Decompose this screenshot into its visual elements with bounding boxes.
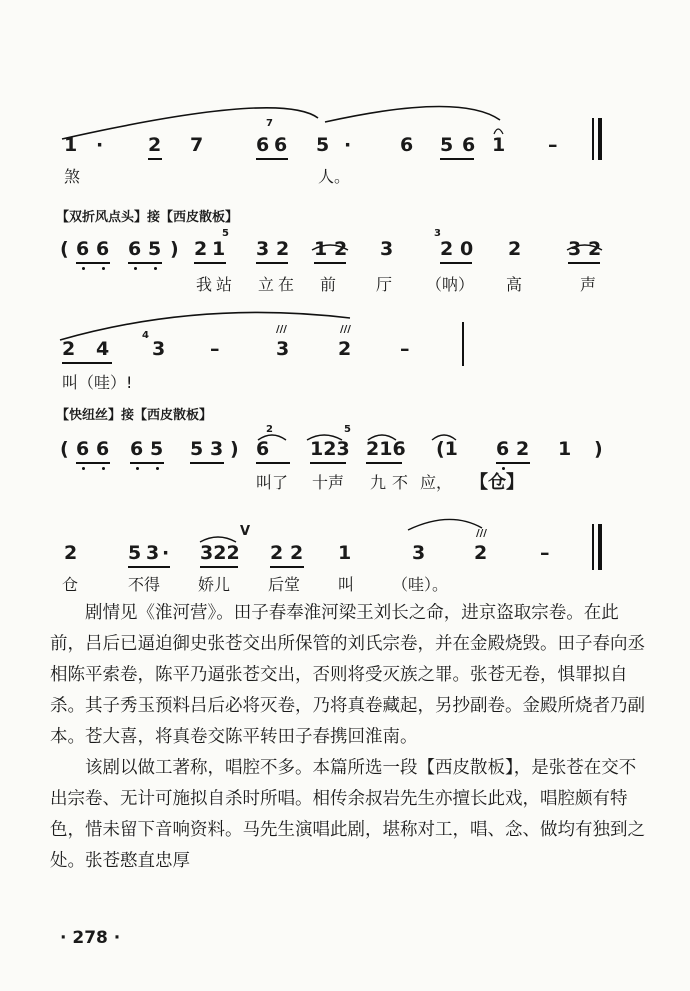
- note: 4: [96, 338, 110, 360]
- note-dash: –: [548, 134, 558, 156]
- note: ): [170, 238, 179, 260]
- underline: [76, 262, 110, 264]
- note: 2: [290, 542, 304, 564]
- breath-mark: V: [240, 524, 251, 539]
- end-bar: [598, 524, 602, 570]
- note: 2: [508, 238, 522, 260]
- lyric: 人。: [318, 167, 351, 186]
- note: 2: [276, 238, 290, 260]
- low-dot: [102, 267, 105, 270]
- underline: [62, 362, 112, 364]
- note: 3: [380, 238, 394, 260]
- underline: [270, 566, 304, 568]
- note: 3: [152, 338, 166, 360]
- low-dot: [82, 267, 85, 270]
- lyric: 前: [320, 275, 337, 294]
- underline: [440, 262, 472, 264]
- paragraph: 该剧以做工著称，唱腔不多。本篇所选一段【西皮散板】，是张苍在交不出宗卷、无计可施拟自杀时所唱。相传余叔岩先生亦擅长此戏，唱腔颇有特色，惜未留下音响资料。马先生演唱此剧，堪称对工，唱、念、做均有独到之处。张苍憨直忠厚: [50, 758, 645, 871]
- note: 3: [210, 438, 224, 460]
- note: 216: [366, 438, 406, 460]
- note: 6: [256, 438, 270, 460]
- note-dash: –: [540, 542, 550, 564]
- lyric: 仓: [62, 575, 79, 594]
- note: 1: [558, 438, 572, 460]
- lyric: （呐）: [426, 275, 475, 294]
- note: 2: [334, 238, 348, 260]
- note: 3: [568, 238, 582, 260]
- lyric: 叫（哇）!: [62, 373, 133, 392]
- note-dot: ·: [96, 134, 104, 156]
- underline: [194, 262, 226, 264]
- page-number: · 278 ·: [60, 928, 121, 948]
- lyric: 不: [392, 473, 409, 492]
- lyric: 在: [278, 275, 295, 294]
- note: 123: [310, 438, 350, 460]
- underline: [200, 566, 238, 568]
- note: 6: [96, 238, 110, 260]
- underline: [256, 262, 288, 264]
- note: 2: [194, 238, 208, 260]
- note: 1: [338, 542, 352, 564]
- underline: [310, 462, 346, 464]
- grace-note: 7: [266, 118, 273, 129]
- note: 6: [400, 134, 414, 156]
- lyric: 后堂: [268, 575, 301, 594]
- low-dot: [156, 467, 159, 470]
- grace-note: 4: [142, 330, 149, 341]
- underline: [148, 158, 162, 160]
- tremolo-mark: ///: [276, 324, 287, 335]
- note: 5: [190, 438, 204, 460]
- lyric-gong: 【仓】: [470, 472, 524, 493]
- underline: [440, 158, 474, 160]
- note: (1: [436, 438, 458, 460]
- lyric: （哇）。: [392, 575, 449, 594]
- bar-line: [592, 524, 594, 570]
- paragraph: 剧情见《淮河营》。田子春奉淮河梁王刘长之命，进京盗取宗卷。在此前，吕后已逼迫御史张苍交出所保管的刘氏宗卷，并在金殿烧毁。田子春向丞相陈平索卷，陈平乃逼张苍交出，否则将受灭族之罪。张苍无卷，惧罪拟自杀。其子秀玉预料吕后必将灭卷，乃将真卷藏起，另抄副卷。金殿所烧者乃副本。苍大喜，将真卷交陈平转田子春携回淮南。: [50, 603, 645, 747]
- note: (: [60, 438, 69, 460]
- note-dot: ·: [162, 542, 170, 564]
- note: 2: [474, 542, 488, 564]
- low-dot: [102, 467, 105, 470]
- commentary-text: [50, 598, 650, 877]
- underline: [190, 462, 224, 464]
- note: 6: [76, 238, 90, 260]
- low-dot: [136, 467, 139, 470]
- lyric: 叫了: [256, 473, 289, 492]
- tremolo-mark: ///: [340, 324, 351, 335]
- underline: [366, 462, 402, 464]
- note: 2: [62, 338, 76, 360]
- lyric: 立: [258, 275, 275, 294]
- lyric: 站: [216, 275, 233, 294]
- note: 3: [146, 542, 160, 564]
- underline: [496, 462, 530, 464]
- note: 1: [212, 238, 226, 260]
- note-dash: –: [210, 338, 220, 360]
- note: 3: [256, 238, 270, 260]
- lyric: 高: [506, 275, 523, 294]
- note: 5: [128, 542, 142, 564]
- grace-note: 2: [266, 424, 273, 435]
- note: 1: [492, 134, 506, 156]
- note: 6: [128, 238, 142, 260]
- lyric: 娇儿: [198, 575, 231, 594]
- note-dot: ·: [344, 134, 352, 156]
- lyric: 应，: [420, 473, 453, 492]
- low-dot: [82, 467, 85, 470]
- lyric: 叫: [338, 575, 355, 594]
- grace-note: 5: [222, 228, 229, 239]
- note: 2: [148, 134, 162, 156]
- tremolo-mark: ///: [476, 528, 487, 539]
- lyric: 我: [196, 275, 213, 294]
- underline: [568, 262, 600, 264]
- section-label: 【双折风点头】接【西皮散板】: [56, 210, 239, 225]
- note: 5: [148, 238, 162, 260]
- note: 3: [412, 542, 426, 564]
- note: ): [594, 438, 603, 460]
- low-dot: [134, 267, 137, 270]
- underline: [128, 566, 170, 568]
- underline: [314, 262, 346, 264]
- note: 5: [316, 134, 330, 156]
- lyric: 十声: [312, 473, 345, 492]
- bar-line: [462, 322, 464, 366]
- note: 1: [64, 134, 78, 156]
- note: 6: [130, 438, 144, 460]
- note: 1: [314, 238, 328, 260]
- note: 2: [516, 438, 530, 460]
- note: 6: [96, 438, 110, 460]
- lyric: 不得: [128, 575, 161, 594]
- note: 6: [274, 134, 288, 156]
- lyric: 九: [370, 473, 387, 492]
- note: 6: [496, 438, 510, 460]
- underline: [256, 462, 290, 464]
- note: 7: [190, 134, 204, 156]
- low-dot: [154, 267, 157, 270]
- note: 322: [200, 542, 240, 564]
- note: 2: [440, 238, 454, 260]
- underline: [130, 462, 164, 464]
- note: 6: [256, 134, 270, 156]
- grace-note: 5: [344, 424, 351, 435]
- note: 6: [76, 438, 90, 460]
- section-label: 【快纽丝】接【西皮散板】: [56, 408, 213, 423]
- underline: [128, 262, 162, 264]
- note: 6: [462, 134, 476, 156]
- note: 3: [276, 338, 290, 360]
- note: (: [60, 238, 69, 260]
- note: 2: [588, 238, 602, 260]
- note: 2: [338, 338, 352, 360]
- end-bar: [598, 118, 602, 160]
- lyric: 厅: [376, 275, 393, 294]
- lyric: 声: [580, 275, 597, 294]
- note-dash: –: [400, 338, 410, 360]
- bar-line: [592, 118, 594, 160]
- underline: [76, 462, 110, 464]
- note: 0: [460, 238, 474, 260]
- grace-note: 3: [434, 228, 441, 239]
- underline: [256, 158, 288, 160]
- note: ): [230, 438, 239, 460]
- lyric: 煞: [64, 167, 81, 186]
- note: 2: [64, 542, 78, 564]
- note: 5: [440, 134, 454, 156]
- note: 2: [270, 542, 284, 564]
- note: 5: [150, 438, 164, 460]
